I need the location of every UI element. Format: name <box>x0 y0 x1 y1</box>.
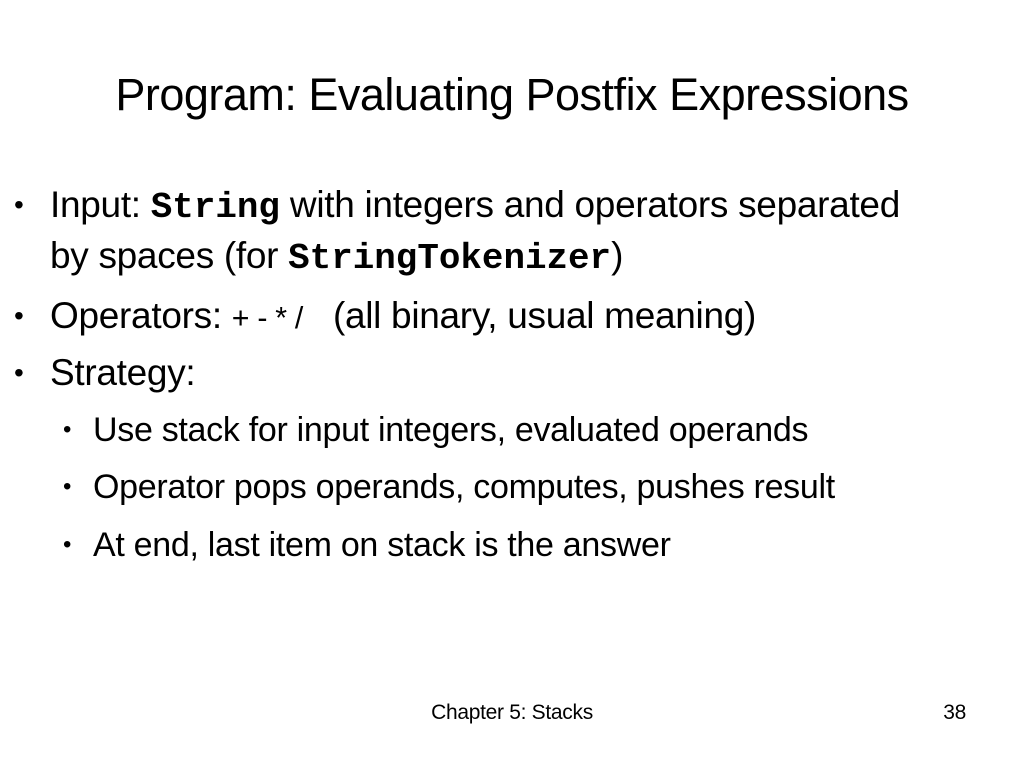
bullet-line <box>93 521 1014 569</box>
bullet-text: ) <box>611 235 624 276</box>
bullet-text: Operators: <box>50 295 232 336</box>
bullet-marker: • <box>14 300 24 331</box>
slide-title: Program: Evaluating Postfix Expressions <box>115 69 909 120</box>
bullet-text: + - * / <box>231 302 303 335</box>
bullet-line <box>93 463 1014 511</box>
bullet-line <box>50 349 1014 397</box>
bullet-text: Input: <box>50 184 151 225</box>
bullet-line <box>93 406 1014 454</box>
bullet-content <box>93 463 1014 511</box>
bullet-item <box>0 349 1014 397</box>
bullet-text: Operator pops operands, computes, pushes result <box>93 468 835 506</box>
code-text: String <box>150 187 280 228</box>
bullet-text: (all binary, usual meaning) <box>303 295 757 336</box>
bullet-marker: • <box>63 531 72 558</box>
bullet-content <box>50 349 1014 397</box>
footer <box>0 701 1024 731</box>
bullet-content <box>93 521 1014 569</box>
footer-title: Chapter 5: Stacks <box>431 701 593 724</box>
bullet-marker: • <box>63 416 72 443</box>
page-number: 38 <box>943 701 966 724</box>
bullet-line <box>50 232 1014 283</box>
bullet-text: At end, last item on stack is the answer <box>93 526 671 564</box>
bullet-line <box>50 181 1014 232</box>
bullet-line <box>50 292 1014 343</box>
bullet-content <box>50 181 1014 283</box>
bullet-item <box>0 292 1014 343</box>
bullet-marker: • <box>14 357 24 388</box>
bullet-content <box>50 292 1014 343</box>
bullet-text: by spaces (for <box>50 235 289 276</box>
sub-bullet-item <box>0 463 1014 511</box>
bullet-text: Use stack for input integers, evaluated operands <box>93 411 809 449</box>
sub-bullet-item <box>0 406 1014 454</box>
bullet-item <box>0 181 1014 283</box>
bullet-text: with integers and operators separated <box>279 184 900 225</box>
bullet-content <box>93 406 1014 454</box>
bullet-marker: • <box>14 189 24 220</box>
code-text: StringTokenizer <box>288 238 612 279</box>
bullet-text: Strategy: <box>50 352 196 393</box>
sub-bullet-item <box>0 521 1014 569</box>
bullet-marker: • <box>63 473 72 500</box>
